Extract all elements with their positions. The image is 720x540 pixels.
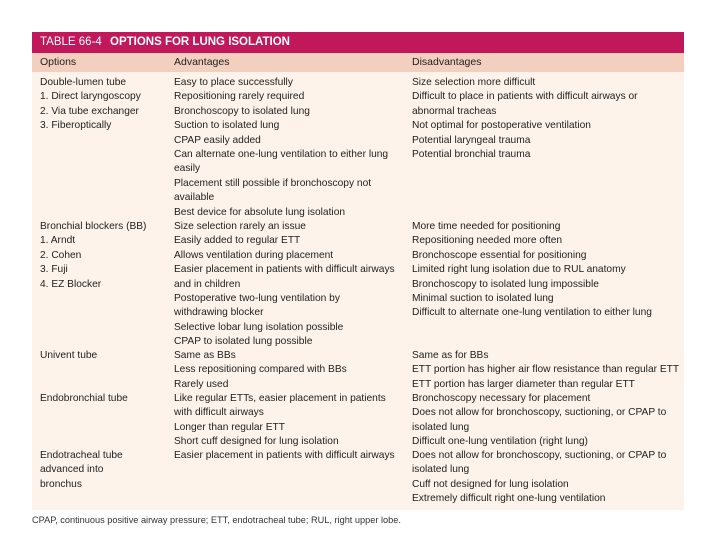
advantages-cell-line: easily <box>174 163 201 175</box>
options-cell-line: 4. EZ Blocker <box>40 278 102 290</box>
advantages-cell-line: Easily added to regular ETT <box>174 235 301 247</box>
table-header-row <box>32 53 684 72</box>
disadvantages-cell-line: isolated lung <box>412 464 470 476</box>
table-number: TABLE 66-4 <box>40 36 102 48</box>
options-cell-line: 3. Fiberoptically <box>40 120 112 132</box>
options-cell-line: Bronchial blockers (BB) <box>40 221 147 232</box>
lung-isolation-table <box>32 32 684 510</box>
advantages-cell-line: Same as BBs <box>174 350 236 361</box>
advantages-cell-line: Easy to place successfully <box>174 77 293 88</box>
options-cell-line: Endotracheal tube <box>40 450 123 461</box>
advantages-cell-line: Repositioning rarely required <box>174 91 305 103</box>
advantages-cell-line: Short cuff designed for lung isolation <box>174 436 339 448</box>
disadvantages-cell-line: Same as for BBs <box>412 350 489 361</box>
header-advantages: Advantages <box>174 56 230 68</box>
disadvantages-cell-line: Limited right lung isolation due to RUL anatomy <box>412 264 626 276</box>
advantages-cell-line: Rarely used <box>174 378 229 390</box>
disadvantages-cell-line: More time needed for positioning <box>412 221 561 232</box>
advantages-cell-line: Easier placement in patients with difficult airways <box>174 450 395 461</box>
advantages-cell-line: and in children <box>174 278 241 290</box>
advantages-cell-line: Suction to isolated lung <box>174 120 280 132</box>
disadvantages-cell-line: Difficult to alternate one-lung ventilation to either lung <box>412 307 652 319</box>
advantages-cell-line: Can alternate one-lung ventilation to either lung <box>174 149 389 160</box>
table-footnote: CPAP, continuous positive airway pressure; ETT, endotracheal tube; RUL, right upper lobe. <box>32 515 401 525</box>
advantages-cell-line: CPAP to isolated lung possible <box>174 336 313 348</box>
disadvantages-cell-line: Minimal suction to isolated lung <box>412 293 554 304</box>
disadvantages-cell-line: Does not allow for bronchoscopy, suctioning, or CPAP to <box>412 450 667 461</box>
disadvantages-cell-line: isolated lung <box>412 421 470 433</box>
advantages-cell-line: CPAP easily added <box>174 134 261 146</box>
options-cell-line: bronchus <box>40 478 82 490</box>
disadvantages-cell-line: Difficult to place in patients with difficult airways or <box>412 91 638 103</box>
advantages-cell-line: Size selection rarely an issue <box>174 221 306 232</box>
options-cell-line: 2. Via tube exchanger <box>40 105 139 117</box>
table-title: OPTIONS FOR LUNG ISOLATION <box>110 36 290 48</box>
advantages-cell-line: Bronchoscopy to isolated lung <box>174 105 310 117</box>
options-cell-line: Double-lumen tube <box>40 77 127 88</box>
table-title-bar <box>32 32 684 53</box>
options-cell-line: 1. Arndt <box>40 235 76 247</box>
advantages-cell-line: Best device for absolute lung isolation <box>174 206 346 218</box>
header-disadvantages: Disadvantages <box>412 56 482 68</box>
advantages-cell-line: Allows ventilation during placement <box>174 249 334 261</box>
disadvantages-cell-line: Extremely difficult right one-lung ventilation <box>412 493 606 505</box>
disadvantages-cell-line: Potential laryngeal trauma <box>412 134 531 146</box>
advantages-cell-line: Postoperative two-lung ventilation by <box>174 293 340 304</box>
disadvantages-cell-line: Bronchoscopy necessary for placement <box>412 393 591 404</box>
options-cell-line: Univent tube <box>40 350 98 361</box>
options-cell-line: Endobronchial tube <box>40 393 128 404</box>
disadvantages-cell-line: Bronchoscope essential for positioning <box>412 249 587 261</box>
advantages-cell-line: Placement still possible if bronchoscopy not <box>174 177 372 189</box>
options-cell-line: 1. Direct laryngoscopy <box>40 91 141 103</box>
advantages-cell-line: Like regular ETTs, easier placement in patients <box>174 393 386 404</box>
disadvantages-cell-line: Not optimal for postoperative ventilation <box>412 120 591 132</box>
disadvantages-cell-line: Difficult one-lung ventilation (right lung) <box>412 436 588 448</box>
advantages-cell-line: Easier placement in patients with difficult airways <box>174 264 395 276</box>
header-options: Options <box>40 56 77 68</box>
options-cell-line: 3. Fuji <box>40 264 68 276</box>
options-cell-line: 2. Cohen <box>40 249 82 261</box>
advantages-cell-line: Selective lobar lung isolation possible <box>174 321 344 333</box>
disadvantages-cell-line: Potential bronchial trauma <box>412 149 531 160</box>
advantages-cell-line: withdrawing blocker <box>174 307 264 319</box>
options-cell-line: advanced into <box>40 464 104 476</box>
advantages-cell-line: available <box>174 192 215 204</box>
disadvantages-cell-line: Size selection more difficult <box>412 77 536 88</box>
disadvantages-cell-line: ETT portion has higher air flow resistance than regular ETT <box>412 364 680 376</box>
disadvantages-cell-line: abnormal tracheas <box>412 105 497 117</box>
disadvantages-cell-line: ETT portion has larger diameter than regular ETT <box>412 378 635 390</box>
disadvantages-cell-line: Bronchoscopy to isolated lung impossible <box>412 278 599 290</box>
disadvantages-cell-line: Does not allow for bronchoscopy, suctioning, or CPAP to <box>412 407 667 419</box>
disadvantages-cell-line: Cuff not designed for lung isolation <box>412 478 569 490</box>
advantages-cell-line: Longer than regular ETT <box>174 421 285 433</box>
advantages-cell-line: with difficult airways <box>174 407 264 419</box>
disadvantages-cell-line: Repositioning needed more often <box>412 235 563 247</box>
advantages-cell-line: Less repositioning compared with BBs <box>174 364 347 376</box>
